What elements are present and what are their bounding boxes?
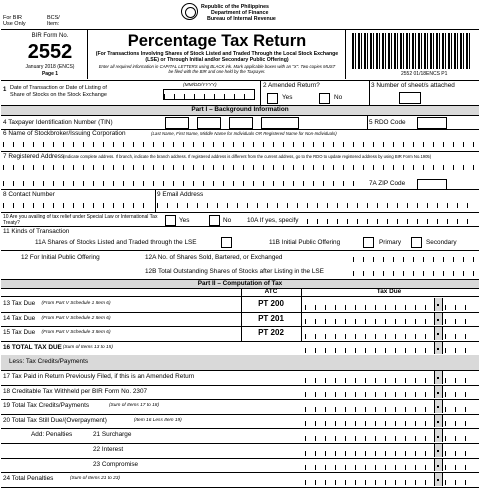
computation-label: 14 Tax Due — [3, 314, 36, 322]
computation-row — [1, 399, 479, 414]
contact-number-input[interactable] — [3, 203, 153, 208]
tax-cents-input[interactable] — [445, 465, 475, 470]
amended-yes-label: Yes — [282, 94, 293, 101]
computation-row — [1, 355, 479, 370]
tax-amount-input[interactable] — [305, 305, 431, 310]
computation-row — [1, 428, 479, 443]
decimal-separator — [434, 473, 443, 486]
lse-transaction-checkbox[interactable] — [221, 237, 232, 248]
tax-cents-input[interactable] — [445, 334, 475, 339]
item11-label: 11 Kinds of Transaction — [3, 228, 70, 235]
computation-label: 18 Creditable Tax Withheld per BIR Form No. 2307 — [3, 387, 148, 395]
part2-header: Part II – Computation of Tax — [1, 280, 479, 288]
tax-cents-input[interactable] — [445, 480, 475, 485]
tax-amount-input[interactable] — [305, 392, 431, 397]
form-subtitle: (For Transactions Involving Shares of Stock Listed and Traded Through the Local Stock Exchange (LSE) or Through Initial and/or Secondary Public Offering) — [95, 51, 339, 63]
item12-label: 12 For Initial Public Offering — [21, 254, 100, 261]
stockbroker-name-input[interactable] — [3, 142, 477, 147]
tin-part2-input[interactable] — [197, 117, 221, 129]
tax-cents-input[interactable] — [445, 436, 475, 441]
computation-note: (From Part V Schedule 1 Item 6) — [41, 301, 111, 306]
republic-label: Republic of the Philippines — [201, 4, 269, 10]
ipo-secondary-label: Secondary — [426, 239, 457, 246]
tax-amount-input[interactable] — [305, 421, 431, 426]
computation-note: (Sum of Items 17 to 18) — [108, 403, 160, 409]
bir-form-2552 — [1, 1, 479, 483]
amended-yes-checkbox[interactable] — [267, 93, 278, 104]
computation-label: 16 TOTAL TAX DUE — [3, 343, 62, 351]
form-version-date: January 2018 (ENCS) — [25, 64, 75, 70]
barcode-code: 2552 01/18ENCS P1 — [401, 71, 448, 77]
form-no-label: BIR Form No. — [31, 33, 69, 39]
tin-part1-input[interactable] — [165, 117, 189, 129]
computation-label: 22 Interest — [93, 446, 124, 453]
decimal-separator — [434, 459, 443, 472]
decimal-separator — [434, 371, 443, 384]
computation-row — [1, 341, 479, 356]
bcs-item-label: BCS/ Item: — [47, 15, 60, 27]
item7-hint: (Indicate complete address. If branch, indicate the branch address. If registered address is different from the current address, go to the RDO to update registered address by using BIR Form No.1905) — [63, 154, 432, 159]
tax-amount-input[interactable] — [305, 319, 431, 324]
computation-note: (Item 16 Less Item 19) — [133, 417, 182, 423]
department-label: Department of Finance — [211, 10, 269, 16]
computation-row — [1, 297, 479, 312]
computation-label: 23 Compromise — [93, 460, 139, 468]
amended-no-checkbox[interactable] — [319, 93, 330, 104]
computation-row — [1, 370, 479, 385]
item8-label: 8 Contact Number — [3, 191, 55, 198]
computation-label: Add: Penalties — [31, 431, 73, 439]
item1-hint: (MM/DD/YYYY) — [183, 83, 217, 88]
decimal-separator — [434, 400, 443, 413]
item1-label: Date of Transaction or Date of Listing of Share of Stocks on the Stock Exchange — [10, 85, 107, 98]
bir-seal-icon — [181, 3, 198, 20]
tax-cents-input[interactable] — [445, 392, 475, 397]
form-instruction: Enter all required information in CAPITAL LETTERS using BLACK ink. Mark applicable boxes with an "X". Two copies MUST be filed with the BIR and one held by the Taxpayer. — [98, 64, 336, 74]
decimal-separator — [434, 342, 443, 355]
computation-label: 17 Tax Paid in Return Previously Filed, if this is an Amended Return — [3, 373, 195, 380]
atc-code: PT 201 — [258, 313, 284, 323]
decimal-separator — [434, 313, 443, 326]
tax-amount-input[interactable] — [305, 451, 431, 456]
tax-relief-yes-label: Yes — [179, 217, 190, 224]
tax-relief-no-label: No — [223, 217, 232, 224]
decimal-separator — [434, 444, 443, 457]
tax-amount-input[interactable] — [305, 480, 431, 485]
item1-number: 1 — [3, 87, 7, 93]
item12a-label: 12A No. of Shares Sold, Bartered, or Exchanged — [145, 254, 283, 261]
tax-amount-input[interactable] — [305, 348, 431, 353]
atc-code: PT 200 — [258, 299, 284, 308]
computation-label: 20 Total Tax Still Due/(Overpayment) — [3, 416, 107, 424]
tin-part3-input[interactable] — [229, 117, 253, 129]
tax-due-column-divider — [301, 288, 302, 341]
computation-label: 19 Total Tax Credits/Payments — [3, 402, 90, 410]
ipo-primary-label: Primary — [379, 239, 402, 246]
item5-label: 5 RDO Code — [369, 119, 406, 126]
tax-amount-input[interactable] — [305, 334, 431, 339]
part1-header: Part I – Background Information — [1, 106, 479, 115]
decimal-separator — [434, 386, 443, 399]
item11a-label: 11A Shares of Stocks Listed and Traded through the LSE — [35, 239, 197, 246]
tax-amount-input[interactable] — [305, 465, 431, 470]
shares-sold-input[interactable] — [353, 257, 477, 262]
tax-cents-input[interactable] — [445, 451, 475, 456]
tax-amount-input[interactable] — [305, 436, 431, 441]
computation-note: (Sum of Items 21 to 23) — [69, 476, 121, 482]
tax-cents-input[interactable] — [445, 348, 475, 353]
ipo-primary-checkbox[interactable] — [363, 237, 374, 248]
registered-address-line2[interactable] — [3, 181, 363, 186]
item3-label: 3 Number of sheet/s attached — [371, 82, 455, 89]
rdo-code-input[interactable] — [417, 117, 447, 129]
atc-column-divider — [241, 288, 242, 341]
amended-no-label: No — [334, 94, 343, 101]
outstanding-shares-input[interactable] — [353, 271, 477, 276]
divider — [1, 29, 479, 30]
item2-label: 2 Amended Return? — [263, 82, 320, 89]
tax-relief-no-checkbox[interactable] — [209, 215, 220, 226]
tax-cents-input[interactable] — [445, 421, 475, 426]
computation-row — [1, 385, 479, 400]
item6-label: 6 Name of Stockbroker/Issuing Corporation — [3, 130, 126, 137]
computation-label: 13 Tax Due — [3, 300, 36, 307]
tax-due-column-header: Tax Due — [376, 288, 402, 295]
computation-row — [1, 414, 479, 429]
computation-row — [1, 443, 479, 458]
tin-branch-input[interactable] — [261, 117, 299, 129]
item12b-label: 12B Total Outstanding Shares of Stocks after Listing in the LSE — [145, 268, 324, 275]
form-number: 2552 — [27, 41, 73, 63]
item10-label: 10 Are you availing of tax relief under Special Law or International Tax Treaty? — [3, 214, 158, 226]
computation-label: 15 Tax Due — [3, 329, 36, 337]
tax-amount-input[interactable] — [305, 378, 431, 383]
item7a-label: 7A ZIP Code — [369, 180, 406, 187]
item7-label: 7 Registered Address — [3, 153, 65, 160]
surcharge-label: 21 Surcharge — [93, 431, 132, 439]
tax-amount-input[interactable] — [305, 407, 431, 412]
tax-cents-input[interactable] — [445, 407, 475, 412]
decimal-separator — [434, 429, 443, 442]
item4-label: 4 Taxpayer Identification Number (TIN) — [3, 119, 113, 126]
computation-row — [1, 472, 479, 487]
for-bir-use-label: For BIR Use Only — [3, 15, 26, 27]
computation-note: (From Part V Schedule 2 Item 6) — [41, 315, 111, 321]
tax-relief-specify-input[interactable] — [307, 219, 477, 224]
item11b-label: 11B Initial Public Offering — [269, 239, 341, 246]
tax-cents-input[interactable] — [445, 319, 475, 324]
item10a-label: 10A If yes, specify — [247, 217, 299, 224]
computation-row — [1, 326, 479, 341]
item9-label: 9 Email Address — [157, 191, 204, 198]
registered-address-line1[interactable] — [3, 165, 477, 170]
computation-note: (From Part V Schedule 3 Item 6) — [41, 330, 111, 336]
atc-column-header: ATC — [264, 288, 278, 295]
computation-row — [1, 458, 479, 473]
page-label: Page 1 — [41, 71, 59, 77]
computation-note: (Sum of Items 13 to 15) — [62, 344, 113, 350]
decimal-separator — [434, 415, 443, 428]
decimal-separator — [434, 327, 443, 340]
form-title: Percentage Tax Return — [127, 32, 307, 50]
sheets-attached-input[interactable] — [399, 92, 421, 104]
tax-cents-input[interactable] — [445, 305, 475, 310]
computation-label: 24 Total Penalties — [3, 475, 54, 483]
bureau-label: Bureau of Internal Revenue — [207, 16, 276, 22]
computation-row — [1, 312, 479, 327]
computation-label: Less: Tax Credits/Payments — [9, 358, 89, 366]
ipo-secondary-checkbox[interactable] — [411, 237, 422, 248]
atc-code: PT 202 — [258, 328, 284, 338]
email-address-input[interactable] — [157, 203, 477, 208]
barcode-image — [352, 33, 472, 69]
item6-hint: (Last Name, First Name, Middle Name for Individuals OR Registered Name for Non-Individuals) — [151, 131, 337, 136]
transaction-date-input[interactable] — [163, 89, 255, 100]
tax-cents-input[interactable] — [445, 378, 475, 383]
tax-relief-yes-checkbox[interactable] — [165, 215, 176, 226]
decimal-separator — [434, 298, 443, 311]
